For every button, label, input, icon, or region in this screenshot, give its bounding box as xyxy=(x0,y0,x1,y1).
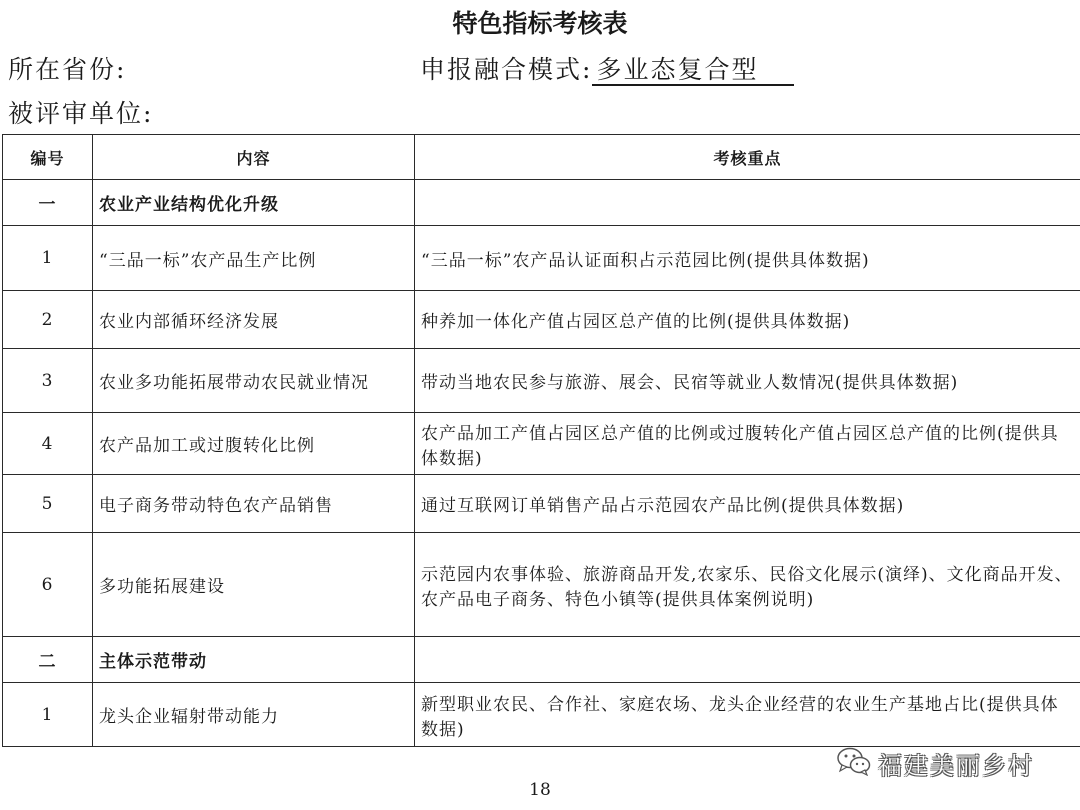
indicator-table xyxy=(2,134,1080,747)
page-number: 18 xyxy=(529,780,551,800)
row-focus: 带动当地农民参与旅游、展会、民宿等就业人数情况(提供具体数据) xyxy=(415,349,1080,413)
fusion-mode-value: 多业态复合型 xyxy=(592,56,794,86)
section-row xyxy=(3,637,1080,683)
row-content: 多功能拓展建设 xyxy=(93,533,415,637)
fusion-mode-field xyxy=(420,50,794,86)
row-content: 龙头企业辐射带动能力 xyxy=(93,683,415,747)
row-number: 1 xyxy=(3,683,93,747)
row-content: “三品一标”农产品生产比例 xyxy=(93,226,415,291)
row-number: 1 xyxy=(3,226,93,291)
table-row xyxy=(3,349,1080,413)
evaluated-unit-label: 被评审单位: xyxy=(8,99,154,128)
section-row xyxy=(3,180,1080,226)
header-content: 内容 xyxy=(93,135,415,180)
evaluated-unit-field xyxy=(8,94,153,130)
table-row xyxy=(3,475,1080,533)
province-field xyxy=(8,50,126,86)
row-content: 农业内部循环经济发展 xyxy=(93,291,415,349)
table-row xyxy=(3,291,1080,349)
row-number: 6 xyxy=(3,533,93,637)
row-focus: 农产品加工产值占园区总产值的比例或过腹转化产值占园区总产值的比例(提供具体数据) xyxy=(415,413,1080,475)
wechat-icon xyxy=(836,746,872,780)
watermark xyxy=(836,748,1034,778)
row-number: 5 xyxy=(3,475,93,533)
row-content: 主体示范带动 xyxy=(93,637,415,683)
row-number: 一 xyxy=(3,180,93,226)
row-focus: “三品一标”农产品认证面积占示范园比例(提供具体数据) xyxy=(415,226,1080,291)
row-number: 4 xyxy=(3,413,93,475)
row-number: 2 xyxy=(3,291,93,349)
row-content: 电子商务带动特色农产品销售 xyxy=(93,475,415,533)
table-row xyxy=(3,413,1080,475)
row-focus xyxy=(415,637,1080,683)
row-number: 二 xyxy=(3,637,93,683)
row-content: 农业产业结构优化升级 xyxy=(93,180,415,226)
fusion-mode-label: 申报融合模式: xyxy=(420,55,593,84)
row-focus: 新型职业农民、合作社、家庭农场、龙头企业经营的农业生产基地占比(提供具体数据) xyxy=(415,683,1080,747)
row-focus xyxy=(415,180,1080,226)
table-row xyxy=(3,533,1080,637)
table-row xyxy=(3,226,1080,291)
header-focus: 考核重点 xyxy=(415,135,1080,180)
header-number: 编号 xyxy=(3,135,93,180)
table-row xyxy=(3,683,1080,747)
row-focus: 示范园内农事体验、旅游商品开发,农家乐、民俗文化展示(演绎)、文化商品开发、农产品电子商务、特色小镇等(提供具体案例说明) xyxy=(415,533,1080,637)
watermark-text: 福建美丽乡村 xyxy=(878,751,1034,780)
row-content: 农业多功能拓展带动农民就业情况 xyxy=(93,349,415,413)
row-content: 农产品加工或过腹转化比例 xyxy=(93,413,415,475)
row-number: 3 xyxy=(3,349,93,413)
table-header-row xyxy=(3,135,1080,180)
row-focus: 通过互联网订单销售产品占示范园农产品比例(提供具体数据) xyxy=(415,475,1080,533)
province-label: 所在省份: xyxy=(8,55,127,84)
page-title: 特色指标考核表 xyxy=(452,9,628,38)
row-focus: 种养加一体化产值占园区总产值的比例(提供具体数据) xyxy=(415,291,1080,349)
